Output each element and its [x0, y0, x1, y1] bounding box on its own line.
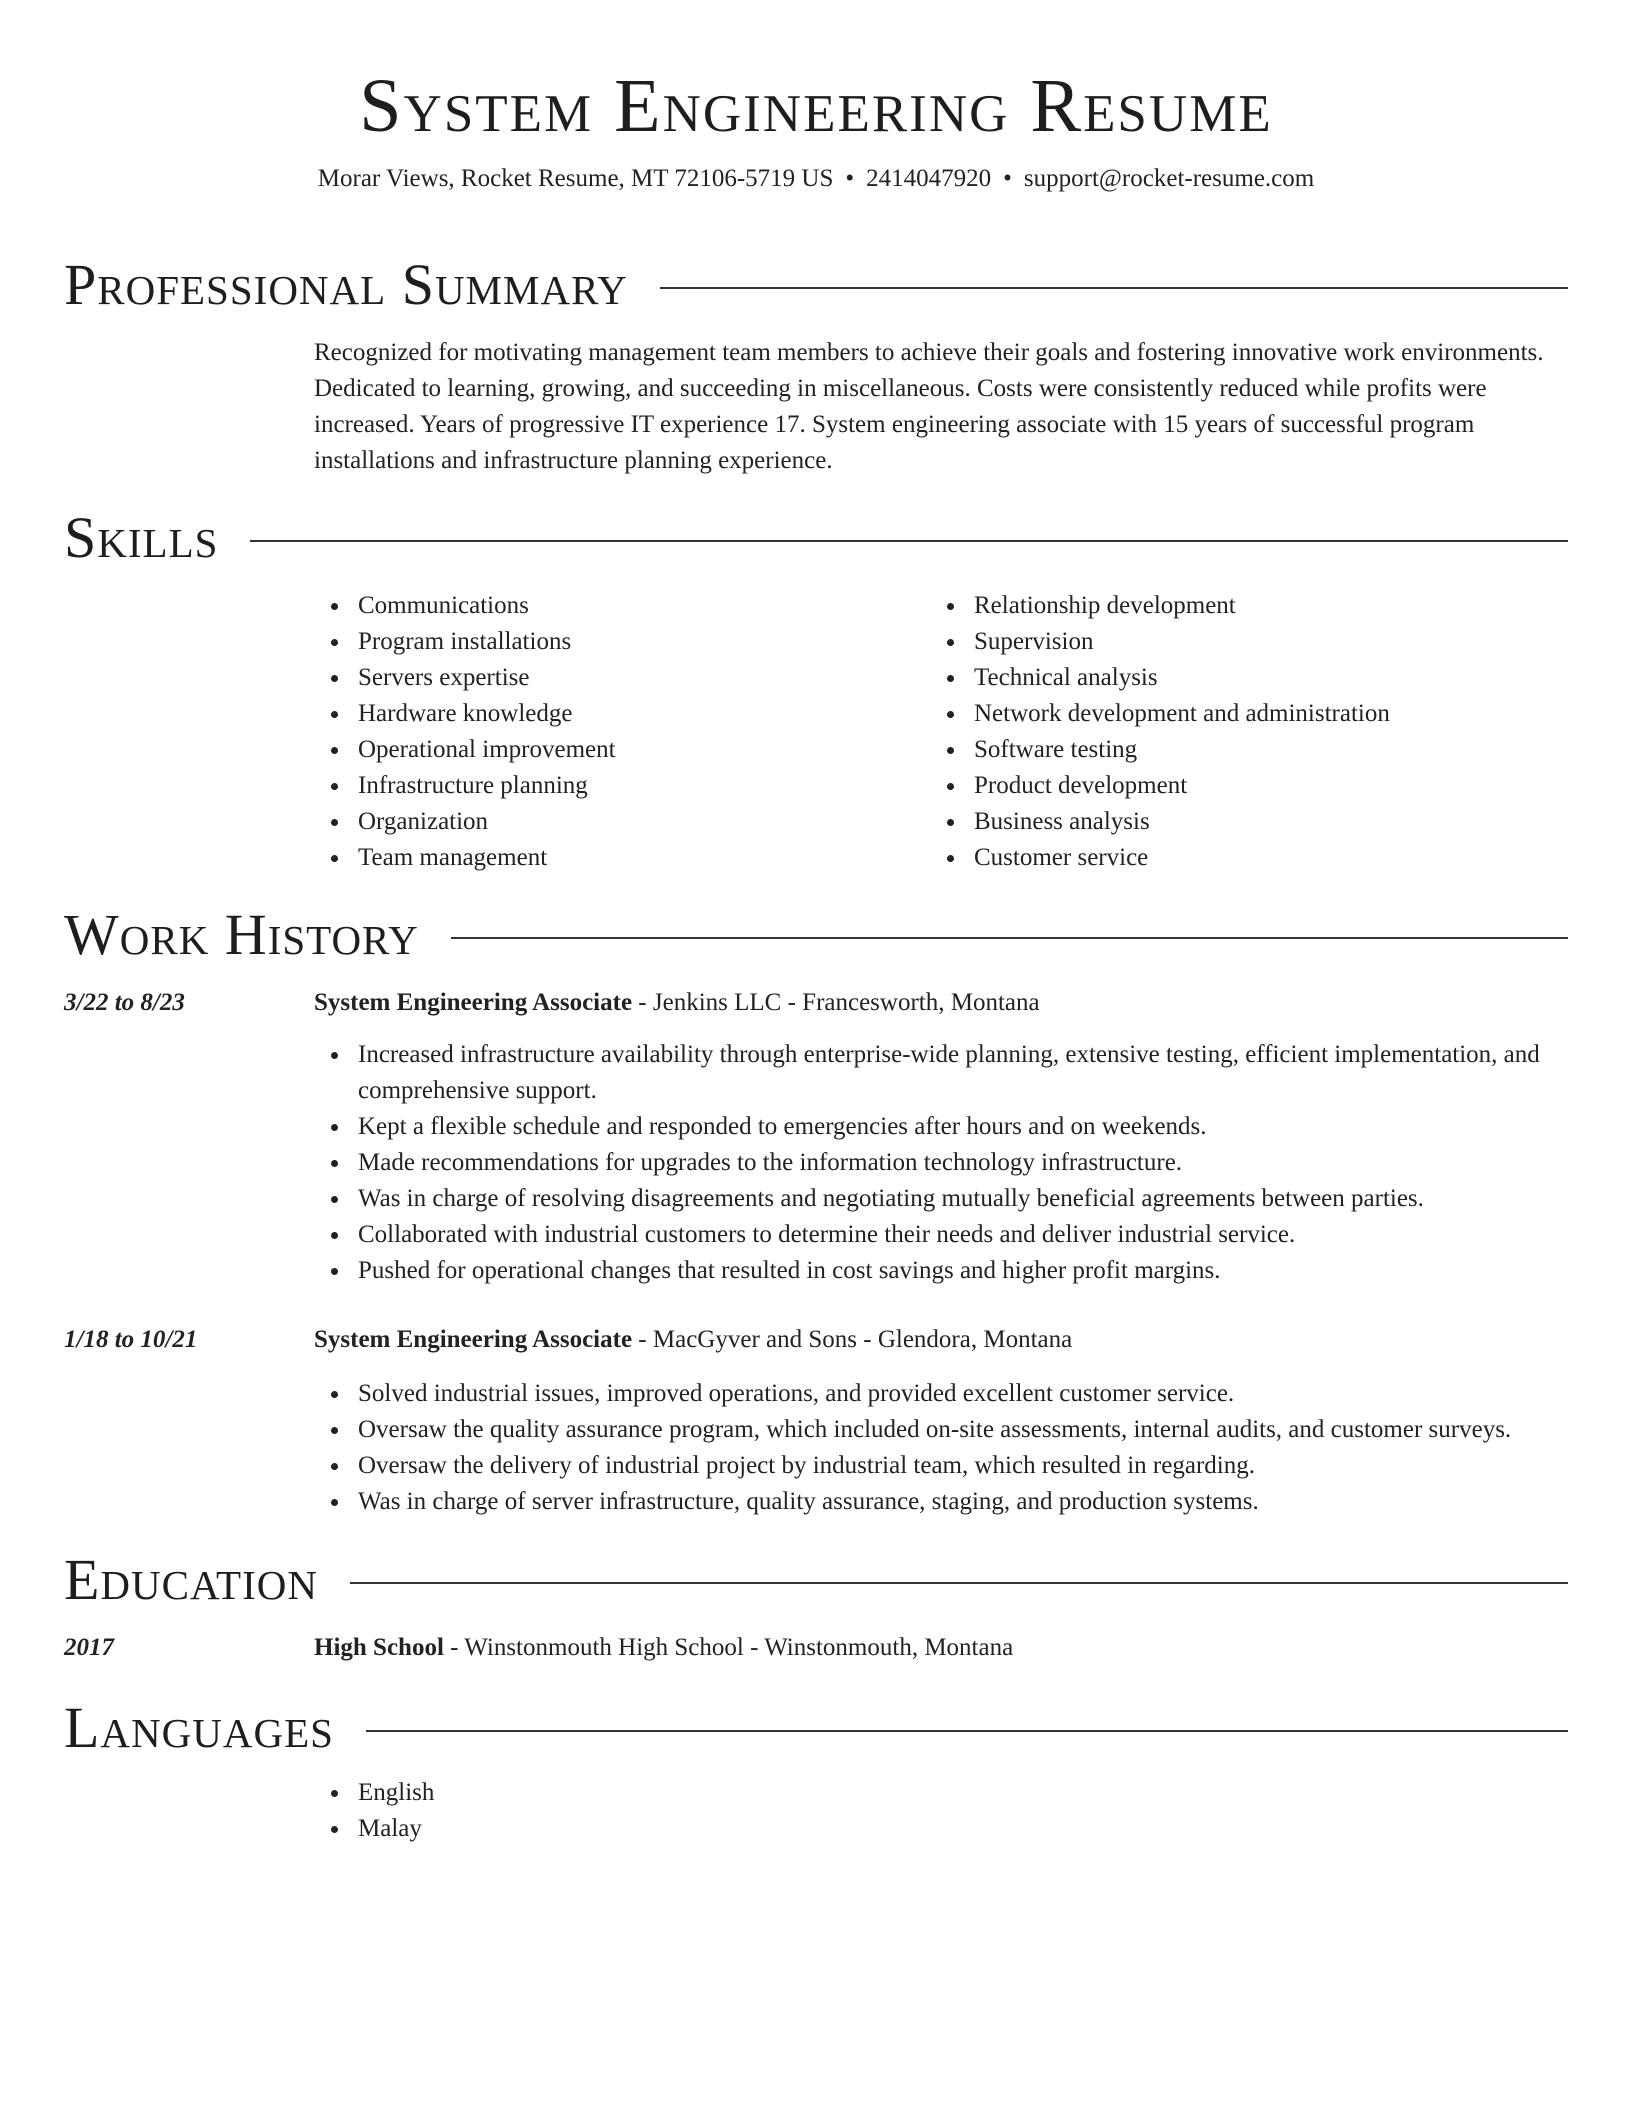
job-heading	[314, 985, 1568, 1021]
skill-item: Network development and administration	[974, 696, 1546, 732]
job-bullet: Was in charge of server infrastructure, quality assurance, staging, and production systems.	[358, 1484, 1568, 1520]
summary-heading: Professional Summary	[64, 252, 628, 317]
skills-heading: Skills	[64, 505, 219, 570]
skill-item: Servers expertise	[358, 660, 930, 696]
skill-item: Hardware knowledge	[358, 696, 930, 732]
section-divider	[660, 287, 1568, 289]
skill-item: Organization	[358, 804, 930, 840]
job-bullet: Increased infrastructure availability through enterprise-wide planning, extensive testing, efficient implementation, and comprehensive support.	[358, 1037, 1568, 1109]
summary-section-header	[64, 250, 1568, 320]
skill-item: Technical analysis	[974, 660, 1546, 696]
contact-line	[64, 162, 1568, 196]
job-dates: 3/22 to 8/23	[64, 989, 185, 1016]
job-bullet: Pushed for operational changes that resulted in cost savings and higher profit margins.	[358, 1253, 1568, 1289]
job-employer: - MacGyver and Sons - Glendora, Montana	[632, 1326, 1073, 1353]
contact-separator: •	[1003, 165, 1012, 192]
job-dates: 1/18 to 10/21	[64, 1326, 198, 1353]
contact-address: Morar Views, Rocket Resume, MT 72106-5719 US	[317, 165, 834, 192]
skill-item: Program installations	[358, 624, 930, 660]
section-divider	[366, 1730, 1568, 1732]
languages-section-header	[64, 1693, 1568, 1763]
summary-text: Recognized for motivating management team members to achieve their goals and fostering innovative work environments. Dedicated to learning, growing, and succeeding in miscellaneous. Costs were consistently reduced while profits were increased. Years of progressive IT experience 17. System engineering associate with 15 years of successful program installations and infrastructure planning experience.	[314, 339, 1544, 474]
job-entry	[314, 985, 1568, 1289]
skills-column-left	[314, 588, 930, 876]
job-bullet: Oversaw the delivery of industrial project by industrial team, which resulted in regarding.	[358, 1448, 1568, 1484]
skill-item: Team management	[358, 840, 930, 876]
skill-item: Relationship development	[974, 588, 1546, 624]
education-heading: Education	[64, 1547, 318, 1612]
section-divider	[350, 1582, 1568, 1584]
education-year: 2017	[64, 1634, 114, 1661]
languages-body	[314, 1775, 1568, 1847]
work-heading: Work History	[64, 902, 419, 967]
skill-item: Software testing	[974, 732, 1546, 768]
job-bullet: Was in charge of resolving disagreements and negotiating mutually beneficial agreements between parties.	[358, 1181, 1568, 1217]
skill-item: Business analysis	[974, 804, 1546, 840]
language-item: Malay	[358, 1811, 1568, 1847]
skills-column-right	[930, 588, 1546, 876]
contact-phone: 2414047920	[866, 165, 992, 192]
skill-item: Product development	[974, 768, 1546, 804]
job-bullet: Kept a flexible schedule and responded to emergencies after hours and on weekends.	[358, 1109, 1568, 1145]
contact-separator: •	[845, 165, 855, 192]
resume-title: System Engineering Resume	[359, 64, 1273, 148]
skill-item: Supervision	[974, 624, 1546, 660]
job-employer: - Jenkins LLC - Francesworth, Montana	[632, 989, 1040, 1016]
education-degree: High School	[314, 1634, 444, 1661]
language-item: English	[358, 1775, 1568, 1811]
skill-item: Customer service	[974, 840, 1546, 876]
job-heading	[314, 1322, 1568, 1358]
skill-item: Infrastructure planning	[358, 768, 930, 804]
job-title: System Engineering Associate	[314, 1326, 633, 1353]
job-entry	[314, 1322, 1568, 1520]
summary-body	[314, 335, 1568, 479]
section-divider	[250, 540, 1568, 542]
contact-email: support@rocket-resume.com	[1023, 165, 1315, 192]
education-school: - Winstonmouth High School - Winstonmouth, Montana	[443, 1634, 1014, 1661]
job-bullet: Oversaw the quality assurance program, which included on-site assessments, internal audits, and customer surveys.	[358, 1412, 1568, 1448]
education-line	[314, 1630, 1568, 1666]
job-bullet: Solved industrial issues, improved operations, and provided excellent customer service.	[358, 1376, 1568, 1412]
section-divider	[451, 937, 1568, 939]
education-section-header	[64, 1545, 1568, 1615]
job-bullet: Made recommendations for upgrades to the information technology infrastructure.	[358, 1145, 1568, 1181]
skills-body	[314, 588, 1568, 876]
job-bullets	[314, 1037, 1568, 1289]
languages-heading: Languages	[64, 1695, 334, 1760]
job-bullets	[314, 1376, 1568, 1520]
languages-list	[314, 1775, 1568, 1847]
education-entry	[314, 1630, 1568, 1666]
job-bullet: Collaborated with industrial customers to determine their needs and deliver industrial service.	[358, 1217, 1568, 1253]
skills-section-header	[64, 503, 1568, 573]
skill-item: Communications	[358, 588, 930, 624]
skill-item: Operational improvement	[358, 732, 930, 768]
job-title: System Engineering Associate	[314, 989, 633, 1016]
resume-page	[64, 0, 1568, 1842]
work-section-header	[64, 900, 1568, 970]
skills-grid	[314, 588, 1568, 876]
